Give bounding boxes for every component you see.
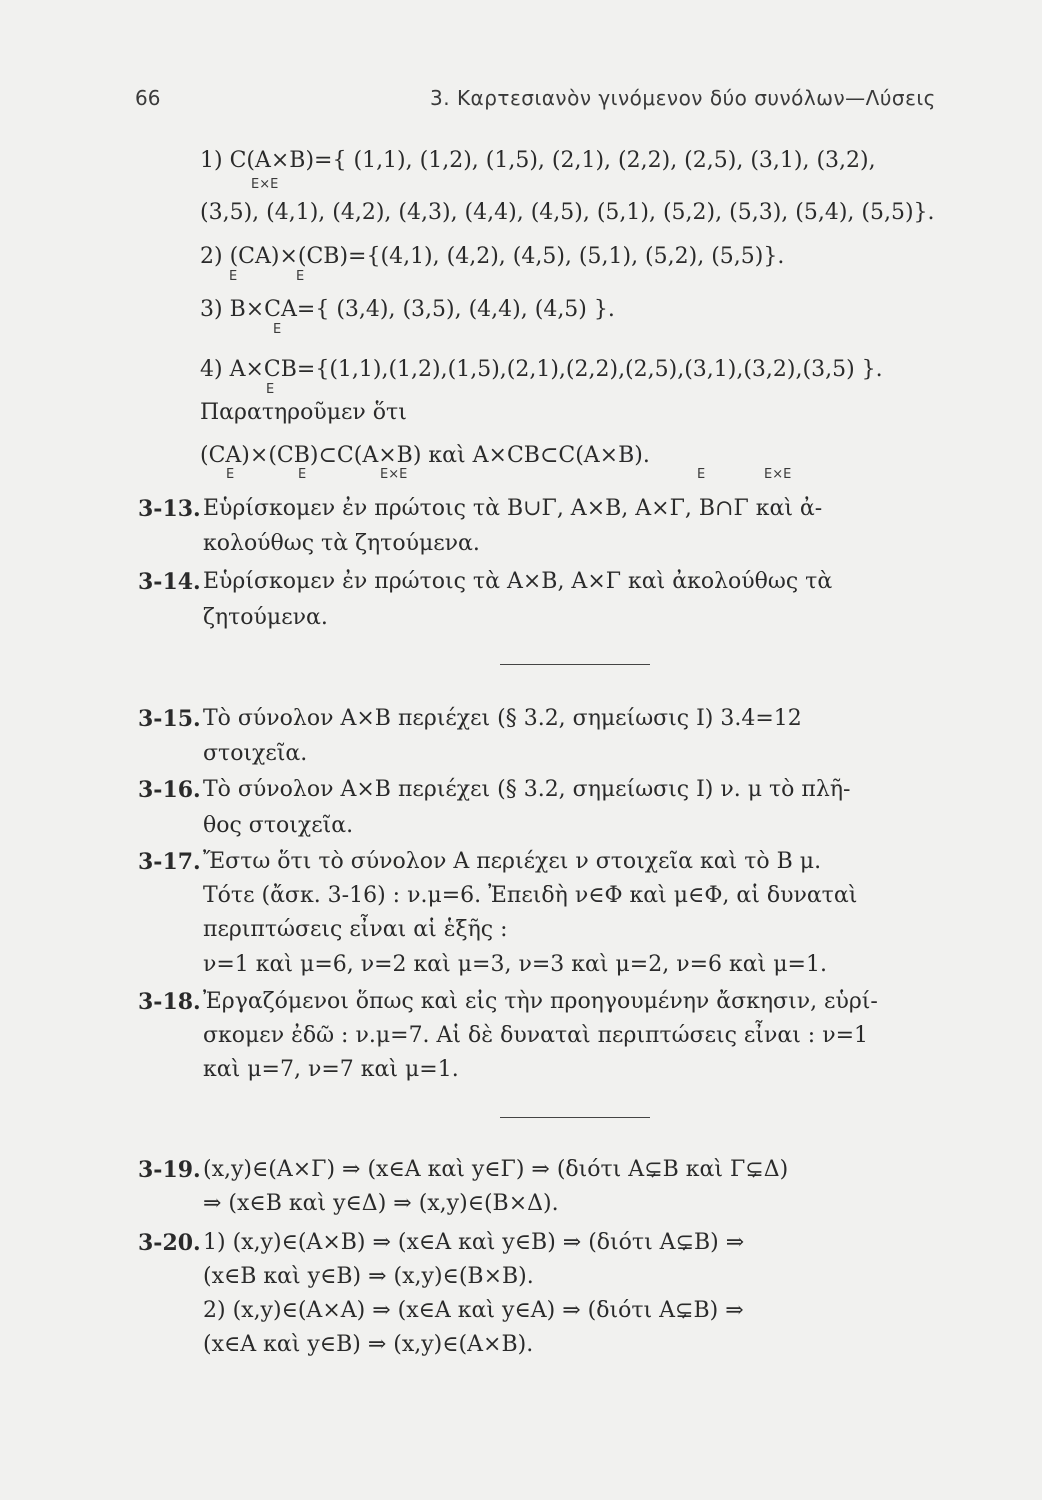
- exercise-number: 3-16.: [138, 777, 201, 803]
- text-line: 2) (CA)×(CB)={(4,1), (4,2), (4,5), (5,1), (5,2), (5,5)}.: [200, 244, 785, 269]
- text-line: 4) A×CB={(1,1),(1,2),(1,5),(2,1),(2,2),(2,5),(3,1),(3,2),(3,5) }.: [200, 357, 883, 382]
- text-line: Τὸ σύνολον A×B περιέχει (§ 3.2, σημείωσις I) 3.4=12: [203, 706, 802, 731]
- text-line: Τότε (ἄσκ. 3-16) : ν.μ=6. Ἐπειδὴ ν∈Φ καὶ μ∈Φ, αἱ δυναταὶ: [203, 883, 858, 908]
- subscript-label: E: [273, 322, 282, 337]
- exercise-number: 3-13.: [138, 496, 201, 522]
- subscript-label: E×E: [380, 467, 408, 482]
- text-line: σκομεν ἐδῶ : ν.μ=7. Αἱ δὲ δυναταὶ περιπτώσεις εἶναι : ν=1: [203, 1023, 869, 1048]
- text-line: κολούθως τὰ ζητούμενα.: [203, 531, 480, 556]
- text-line: Παρατηροῦμεν ὅτι: [200, 400, 407, 425]
- page-header: [135, 86, 1032, 122]
- exercise-number: 3-20.: [138, 1230, 201, 1256]
- subscript-label: E: [296, 269, 305, 284]
- subscript-label: E: [298, 467, 307, 482]
- running-title: 3. Καρτεσιανὸν γινόμενον δύο συνόλων—Λύσεις: [430, 86, 936, 110]
- text-line: (3,5), (4,1), (4,2), (4,3), (4,4), (4,5), (5,1), (5,2), (5,3), (5,4), (5,5)}.: [200, 200, 935, 225]
- text-line: (x,y)∈(A×Γ) ⇒ (x∈A καὶ y∈Γ) ⇒ (διότι A⊊B καὶ Γ⊊Δ): [203, 1157, 789, 1182]
- section-divider: [500, 664, 650, 665]
- subscript-label: E: [226, 467, 235, 482]
- subscript-label: E: [229, 269, 238, 284]
- text-line: ζητούμενα.: [203, 605, 328, 630]
- text-line: (CA)×(CB)⊂C(A×B) καὶ A×CB⊂C(A×B).: [200, 443, 650, 468]
- text-line: Ἔστω ὅτι τὸ σύνολον A περιέχει ν στοιχεῖα καὶ τὸ B μ.: [203, 849, 822, 874]
- text-line: περιπτώσεις εἶναι αἱ ἑξῆς :: [203, 917, 508, 942]
- exercise-number: 3-15.: [138, 706, 201, 732]
- text-line: καὶ μ=7, ν=7 καὶ μ=1.: [203, 1057, 459, 1082]
- subscript-label: E×E: [251, 177, 279, 192]
- exercise-number: 3-18.: [138, 989, 201, 1015]
- text-line: στοιχεῖα.: [203, 741, 308, 766]
- text-line: ⇒ (x∈B καὶ y∈Δ) ⇒ (x,y)∈(B×Δ).: [203, 1191, 559, 1216]
- text-line: (x∈B καὶ y∈B) ⇒ (x,y)∈(B×B).: [203, 1264, 534, 1289]
- exercise-number: 3-19.: [138, 1157, 201, 1183]
- subscript-label: E: [697, 467, 706, 482]
- subscript-label: E: [266, 382, 275, 397]
- text-line: ν=1 καὶ μ=6, ν=2 καὶ μ=3, ν=3 καὶ μ=2, ν=6 καὶ μ=1.: [203, 952, 827, 977]
- text-line: Εὑρίσκομεν ἐν πρώτοις τὰ B∪Γ, A×B, A×Γ, B∩Γ καὶ ἀ-: [203, 496, 823, 521]
- text-line: 3) B×CA={ (3,4), (3,5), (4,4), (4,5) }.: [200, 297, 615, 322]
- text-line: Εὑρίσκομεν ἐν πρώτοις τὰ A×B, A×Γ καὶ ἀκολούθως τὰ: [203, 569, 833, 594]
- text-line: 1) (x,y)∈(A×B) ⇒ (x∈A καὶ y∈B) ⇒ (διότι A⊊B) ⇒: [203, 1230, 745, 1255]
- text-line: Τὸ σύνολον A×B περιέχει (§ 3.2, σημείωσις I) ν. μ τὸ πλῆ-: [203, 777, 851, 802]
- text-line: 2) (x,y)∈(A×A) ⇒ (x∈A καὶ y∈A) ⇒ (διότι A⊊B) ⇒: [203, 1298, 744, 1323]
- text-line: 1) C(A×B)={ (1,1), (1,2), (1,5), (2,1), (2,2), (2,5), (3,1), (3,2),: [200, 148, 876, 173]
- text-line: (x∈A καὶ y∈B) ⇒ (x,y)∈(A×B).: [203, 1332, 534, 1357]
- section-divider: [500, 1117, 650, 1118]
- text-line: θος στοιχεῖα.: [203, 813, 354, 838]
- text-line: Ἐργαζόμενοι ὅπως καὶ εἰς τὴν προηγουμένην ἄσκησιν, εὑρί-: [203, 989, 878, 1014]
- subscript-label: E×E: [764, 467, 792, 482]
- page-number: 66: [135, 86, 161, 110]
- exercise-number: 3-14.: [138, 569, 201, 595]
- exercise-number: 3-17.: [138, 849, 201, 875]
